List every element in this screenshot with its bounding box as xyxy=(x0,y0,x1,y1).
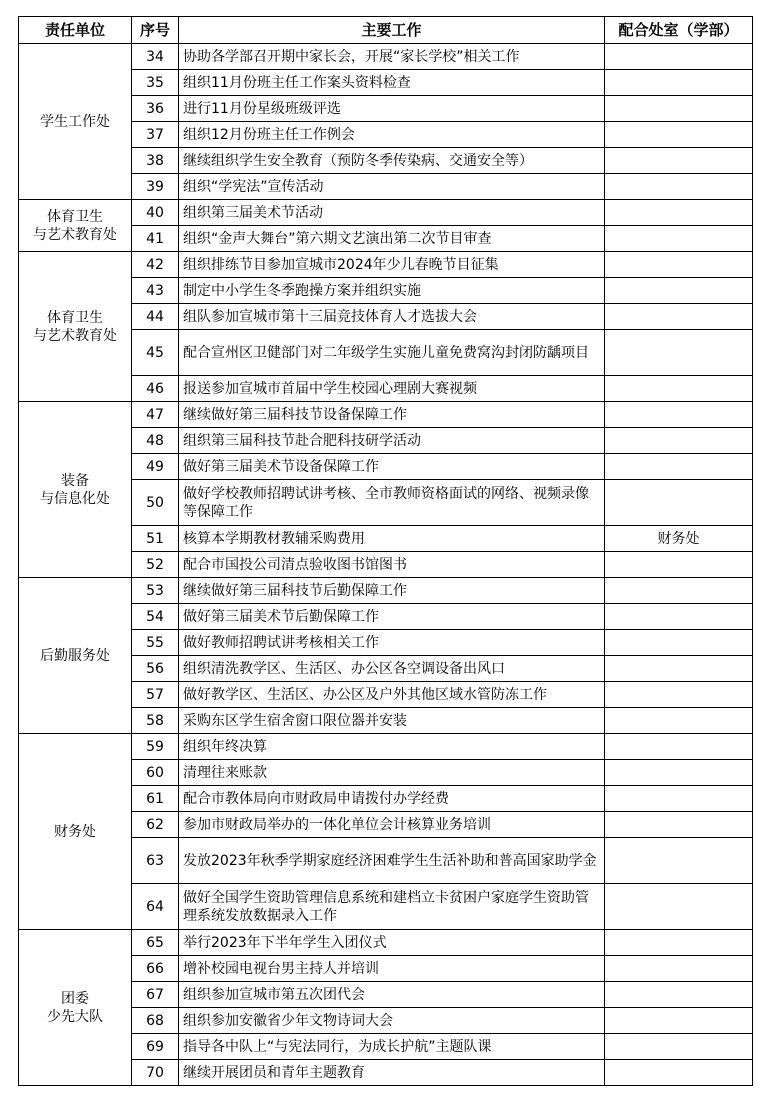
item-number: 67 xyxy=(132,982,179,1008)
main-work-text: 举行2023年下半年学生入团仪式 xyxy=(179,930,605,956)
item-number: 35 xyxy=(132,70,179,96)
cooperating-dept xyxy=(605,252,753,278)
responsible-unit-label: 体育卫生 xyxy=(47,309,103,326)
cooperating-dept xyxy=(605,148,753,174)
main-work-text: 组织“学宪法”宣传活动 xyxy=(179,174,605,200)
main-work-text: 组织清洗教学区、生活区、办公区各空调设备出风口 xyxy=(179,656,605,682)
cooperating-dept xyxy=(605,552,753,578)
cooperating-dept xyxy=(605,376,753,402)
main-work-text: 清理往来账款 xyxy=(179,760,605,786)
item-number: 57 xyxy=(132,682,179,708)
main-work-text: 组织参加安徽省少年文物诗词大会 xyxy=(179,1008,605,1034)
cooperating-dept xyxy=(605,402,753,428)
cooperating-dept xyxy=(605,838,753,884)
item-number: 44 xyxy=(132,304,179,330)
cooperating-dept: 财务处 xyxy=(605,526,753,552)
item-number: 40 xyxy=(132,200,179,226)
main-work-text: 发放2023年秋季学期家庭经济困难学生生活补助和普高国家助学金 xyxy=(179,838,605,884)
responsible-unit-cell xyxy=(19,200,132,252)
cooperating-dept xyxy=(605,174,753,200)
main-work-text: 继续做好第三届科技节后勤保障工作 xyxy=(179,578,605,604)
item-number: 58 xyxy=(132,708,179,734)
item-number: 68 xyxy=(132,1008,179,1034)
cooperating-dept xyxy=(605,70,753,96)
cooperating-dept xyxy=(605,200,753,226)
cooperating-dept xyxy=(605,656,753,682)
main-work-text: 做好学校教师招聘试讲考核、全市教师资格面试的网络、视频录像等保障工作 xyxy=(179,480,605,526)
main-work-text: 继续做好第三届科技节设备保障工作 xyxy=(179,402,605,428)
item-number: 41 xyxy=(132,226,179,252)
item-number: 62 xyxy=(132,812,179,838)
main-work-text: 配合市教体局向市财政局申请拨付办学经费 xyxy=(179,786,605,812)
item-number: 65 xyxy=(132,930,179,956)
item-number: 64 xyxy=(132,884,179,930)
responsible-unit-label: 后勤服务处 xyxy=(40,647,110,664)
cooperating-dept xyxy=(605,682,753,708)
responsible-unit-label: 装备 xyxy=(61,472,89,489)
main-work-text: 配合市国投公司清点验收图书馆图书 xyxy=(179,552,605,578)
cooperating-dept xyxy=(605,1008,753,1034)
item-number: 70 xyxy=(132,1060,179,1086)
cooperating-dept xyxy=(605,1060,753,1086)
responsible-unit-cell xyxy=(19,734,132,930)
cooperating-dept xyxy=(605,454,753,480)
table-row xyxy=(19,578,753,604)
main-work-text: 增补校园电视台男主持人并培训 xyxy=(179,956,605,982)
cooperating-dept xyxy=(605,734,753,760)
item-number: 42 xyxy=(132,252,179,278)
responsible-unit-label: 与信息化处 xyxy=(40,490,110,507)
main-work-text: 组织“金声大舞台”第六期文艺演出第二次节目审查 xyxy=(179,226,605,252)
responsible-unit-label: 学生工作处 xyxy=(40,113,110,130)
main-work-text: 制定中小学生冬季跑操方案并组织实施 xyxy=(179,278,605,304)
item-number: 55 xyxy=(132,630,179,656)
cooperating-dept xyxy=(605,982,753,1008)
item-number: 38 xyxy=(132,148,179,174)
cooperating-dept xyxy=(605,304,753,330)
table-body xyxy=(19,44,753,1086)
item-number: 36 xyxy=(132,96,179,122)
responsible-unit-label: 与艺术教育处 xyxy=(33,327,117,344)
table-row xyxy=(19,402,753,428)
item-number: 59 xyxy=(132,734,179,760)
work-plan-table xyxy=(18,16,753,1086)
cooperating-dept xyxy=(605,930,753,956)
header-number: 序号 xyxy=(132,17,179,44)
table-row xyxy=(19,44,753,70)
item-number: 34 xyxy=(132,44,179,70)
responsible-unit-label: 团委 xyxy=(61,990,89,1007)
main-work-text: 做好教学区、生活区、办公区及户外其他区域水管防冻工作 xyxy=(179,682,605,708)
main-work-text: 组织第三届美术节活动 xyxy=(179,200,605,226)
item-number: 45 xyxy=(132,330,179,376)
responsible-unit-cell xyxy=(19,578,132,734)
main-work-text: 组织12月份班主任工作例会 xyxy=(179,122,605,148)
item-number: 39 xyxy=(132,174,179,200)
responsible-unit-label: 体育卫生 xyxy=(47,208,103,225)
item-number: 66 xyxy=(132,956,179,982)
main-work-text: 组织排练节目参加宣城市2024年少儿春晚节目征集 xyxy=(179,252,605,278)
main-work-text: 参加市财政局举办的一体化单位会计核算业务培训 xyxy=(179,812,605,838)
table-row xyxy=(19,930,753,956)
item-number: 46 xyxy=(132,376,179,402)
main-work-text: 采购东区学生宿舍窗口限位器并安装 xyxy=(179,708,605,734)
item-number: 49 xyxy=(132,454,179,480)
item-number: 69 xyxy=(132,1034,179,1060)
main-work-text: 指导各中队上“与宪法同行，为成长护航”主题队课 xyxy=(179,1034,605,1060)
main-work-text: 组队参加宣城市第十三届竞技体育人才选拔大会 xyxy=(179,304,605,330)
header-main-work: 主要工作 xyxy=(179,17,605,44)
cooperating-dept xyxy=(605,630,753,656)
responsible-unit-cell xyxy=(19,402,132,578)
main-work-text: 协助各学部召开期中家长会，开展“家长学校”相关工作 xyxy=(179,44,605,70)
main-work-text: 做好教师招聘试讲考核相关工作 xyxy=(179,630,605,656)
cooperating-dept xyxy=(605,956,753,982)
main-work-text: 核算本学期教材教辅采购费用 xyxy=(179,526,605,552)
cooperating-dept xyxy=(605,278,753,304)
main-work-text: 做好第三届美术节设备保障工作 xyxy=(179,454,605,480)
cooperating-dept xyxy=(605,786,753,812)
main-work-text: 报送参加宣城市首届中学生校园心理剧大赛视频 xyxy=(179,376,605,402)
item-number: 60 xyxy=(132,760,179,786)
cooperating-dept xyxy=(605,226,753,252)
cooperating-dept xyxy=(605,760,753,786)
main-work-text: 进行11月份星级班级评选 xyxy=(179,96,605,122)
cooperating-dept xyxy=(605,812,753,838)
item-number: 54 xyxy=(132,604,179,630)
responsible-unit-label: 少先大队 xyxy=(47,1008,103,1025)
item-number: 48 xyxy=(132,428,179,454)
header-row xyxy=(19,17,753,44)
table-row xyxy=(19,200,753,226)
table-row xyxy=(19,734,753,760)
cooperating-dept xyxy=(605,122,753,148)
responsible-unit-cell xyxy=(19,252,132,402)
main-work-text: 组织年终决算 xyxy=(179,734,605,760)
table-row xyxy=(19,252,753,278)
header-unit: 责任单位 xyxy=(19,17,132,44)
item-number: 47 xyxy=(132,402,179,428)
cooperating-dept xyxy=(605,884,753,930)
item-number: 61 xyxy=(132,786,179,812)
main-work-text: 继续组织学生安全教育（预防冬季传染病、交通安全等） xyxy=(179,148,605,174)
main-work-text: 做好第三届美术节后勤保障工作 xyxy=(179,604,605,630)
main-work-text: 配合宣州区卫健部门对二年级学生实施儿童免费窝沟封闭防龋项目 xyxy=(179,330,605,376)
item-number: 43 xyxy=(132,278,179,304)
main-work-text: 做好全国学生资助管理信息系统和建档立卡贫困户家庭学生资助管理系统发放数据录入工作 xyxy=(179,884,605,930)
header-cooperating-dept: 配合处室（学部） xyxy=(605,17,753,44)
cooperating-dept xyxy=(605,96,753,122)
item-number: 50 xyxy=(132,480,179,526)
cooperating-dept xyxy=(605,1034,753,1060)
cooperating-dept xyxy=(605,708,753,734)
main-work-text: 组织参加宣城市第五次团代会 xyxy=(179,982,605,1008)
main-work-text: 继续开展团员和青年主题教育 xyxy=(179,1060,605,1086)
cooperating-dept xyxy=(605,44,753,70)
cooperating-dept xyxy=(605,480,753,526)
item-number: 53 xyxy=(132,578,179,604)
responsible-unit-label: 与艺术教育处 xyxy=(33,226,117,243)
cooperating-dept xyxy=(605,428,753,454)
main-work-text: 组织第三届科技节赴合肥科技研学活动 xyxy=(179,428,605,454)
main-work-text: 组织11月份班主任工作案头资料检查 xyxy=(179,70,605,96)
cooperating-dept xyxy=(605,604,753,630)
item-number: 37 xyxy=(132,122,179,148)
responsible-unit-cell xyxy=(19,44,132,200)
item-number: 51 xyxy=(132,526,179,552)
cooperating-dept xyxy=(605,330,753,376)
item-number: 56 xyxy=(132,656,179,682)
responsible-unit-cell xyxy=(19,930,132,1086)
responsible-unit-label: 财务处 xyxy=(54,823,96,840)
cooperating-dept xyxy=(605,578,753,604)
item-number: 63 xyxy=(132,838,179,884)
item-number: 52 xyxy=(132,552,179,578)
